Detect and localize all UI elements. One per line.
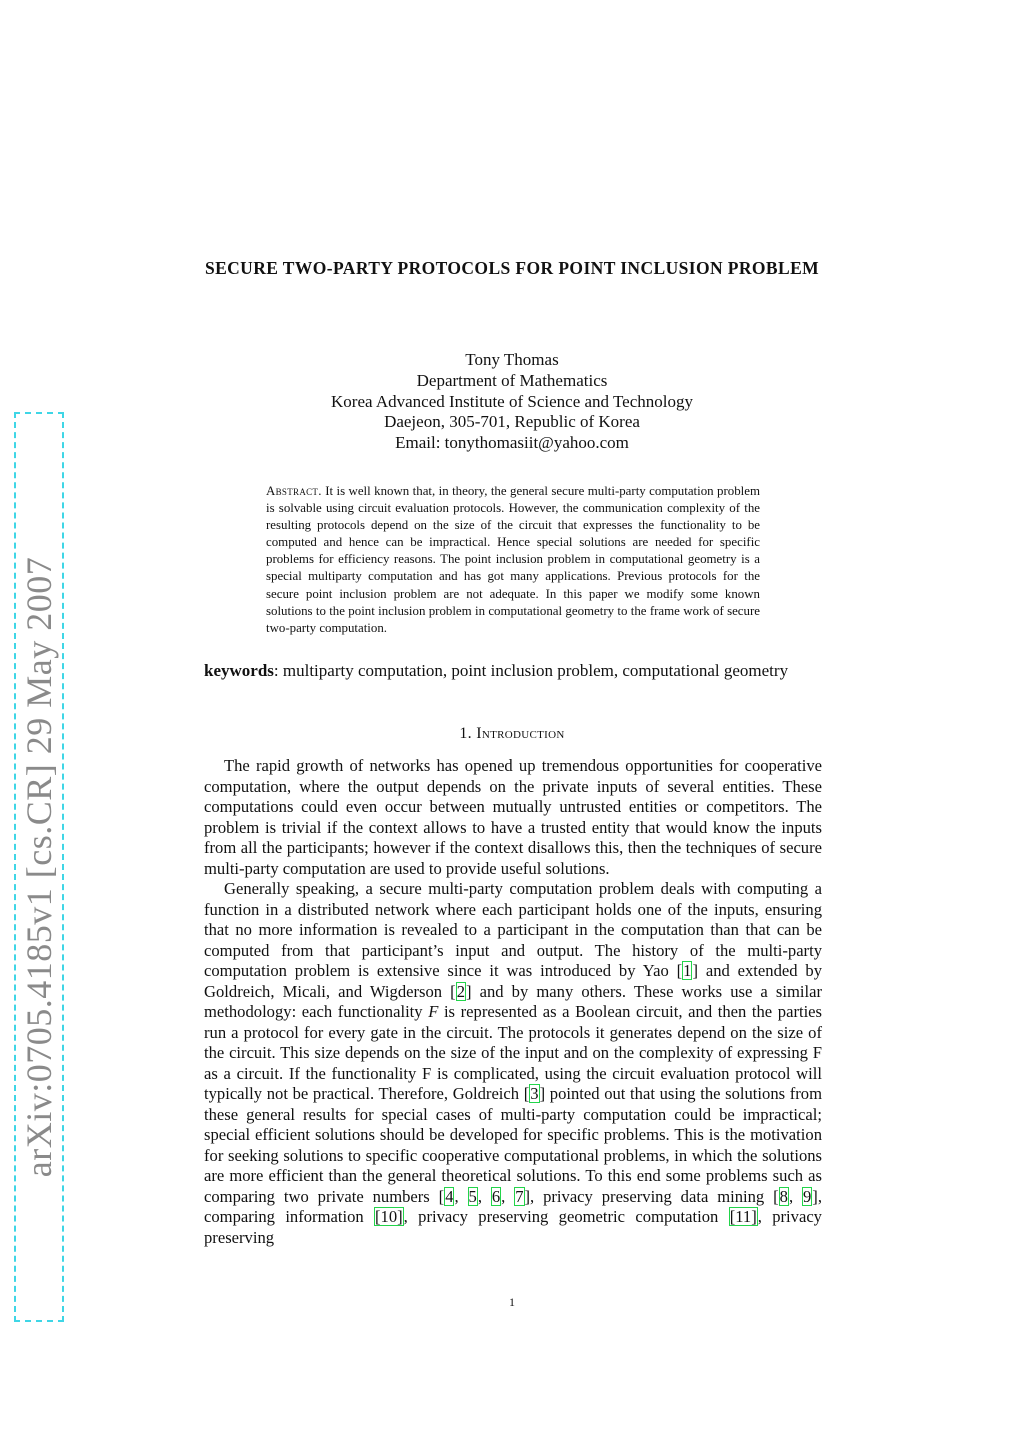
citation-link[interactable]: 3 xyxy=(530,1084,539,1103)
citation-link[interactable]: 2 xyxy=(456,981,465,1001)
citation-link[interactable]: 8 xyxy=(779,1186,788,1206)
author-institute: Korea Advanced Institute of Science and Technology xyxy=(331,391,693,411)
citation-link[interactable]: 6 xyxy=(491,1186,501,1206)
citation-link[interactable]: [11] xyxy=(729,1207,757,1226)
paragraph-1: The rapid growth of networks has opened up tremendous opportunities for cooperative computation, where the output depends on the private inputs of several entities. These computations could even occur between mutually untrusted entities or competitors. The problem is trivial if the context allows to have a trusted entity that would know the inputs from all the participants; however if the context disallows this, then the techniques of secure multi-party computation are used to provide useful solutions. xyxy=(204,756,822,878)
citation-link[interactable]: 5 xyxy=(468,1186,477,1206)
citation-link[interactable]: 7 xyxy=(515,1186,524,1206)
author-email: Email: tonythomasiit@yahoo.com xyxy=(395,433,629,453)
citation-link[interactable]: 4 xyxy=(445,1186,454,1206)
page-number: 1 xyxy=(509,1295,515,1309)
section-title: Introduction xyxy=(476,725,565,742)
arxiv-stamp-text: arXiv:0705.4185v1 [cs.CR] 29 May 2007 xyxy=(19,556,59,1178)
paper-title: SECURE TWO-PARTY PROTOCOLS FOR POINT INCLUSION PROBLEM xyxy=(204,258,820,278)
citation-link[interactable]: [10] xyxy=(375,1207,403,1226)
citation-link[interactable]: 1 xyxy=(683,961,692,980)
abstract xyxy=(266,483,760,637)
author-block xyxy=(204,350,820,454)
keywords-text: : multiparty computation, point inclusion problem, computational geometry xyxy=(273,661,789,680)
paragraph-2: Generally speaking, a secure multi-party computation problem deals with computing a function in a distributed network where each participant holds one of the inputs, ensuring that no more information is revealed to a participant in the computation than that can be computed from that participant’s input and output. The history of the multi-party computation problem is extensive since it was introduced by Yao [1] and extended by Goldreich, Micali, and Wigderson [2] and by many others. These works use a similar methodology: each functionality F is represented as a Boolean circuit, and then the parties run a protocol for every gate in the circuit. The protocols it generates depend on the size of the circuit. This size depends on the size of the input and on the complexity of expressing F as a circuit. If the functionality F is complicated, using the circuit evaluation protocol will typically not be practical. Therefore, Goldreich [3] pointed out that using the solutions from these general results for special cases of multi-party computation could be impractical; special efficient solutions should be developed for specific problems. This is the motivation for seeking solutions to specific cooperative computational problems, in which the solutions are more efficient than the general theoretical solutions. To this end some problems such as comparing two private numbers [4, 5, 6, 7], privacy preserving data mining [8, 9], comparing information [10], privacy preserving geometric computation [11], privacy preserving xyxy=(204,879,823,1247)
abstract-label: Abstract. xyxy=(266,484,322,498)
keywords-label: keywords xyxy=(204,661,274,680)
abstract-text: It is well known that, in theory, the general secure multi-party computation problem is solvable using circuit evaluation protocols. However, the communication complexity of the resulting protocols depend on the size of the circuit that expresses the functionality to be computed and hence can be impractical. Hence special solutions are needed for specific problems for efficiency reasons. The point inclusion problem in computational geometry is a special multiparty computation and has got many applications. Previous protocols for the secure point inclusion problem are not adequate. In this paper we modify some known solutions to the point inclusion problem in computational geometry to the frame work of secure two-party computation. xyxy=(266,484,760,635)
author-address: Daejeon, 305-701, Republic of Korea xyxy=(384,412,640,432)
section-number: 1. xyxy=(459,725,472,742)
arxiv-stamp xyxy=(14,412,64,1322)
section-heading xyxy=(204,725,820,743)
keywords xyxy=(204,660,820,681)
introduction-body xyxy=(204,756,822,1248)
author-name: Tony Thomas xyxy=(465,350,559,369)
author-department: Department of Mathematics xyxy=(416,370,608,390)
citation-link[interactable]: 9 xyxy=(803,1186,812,1206)
